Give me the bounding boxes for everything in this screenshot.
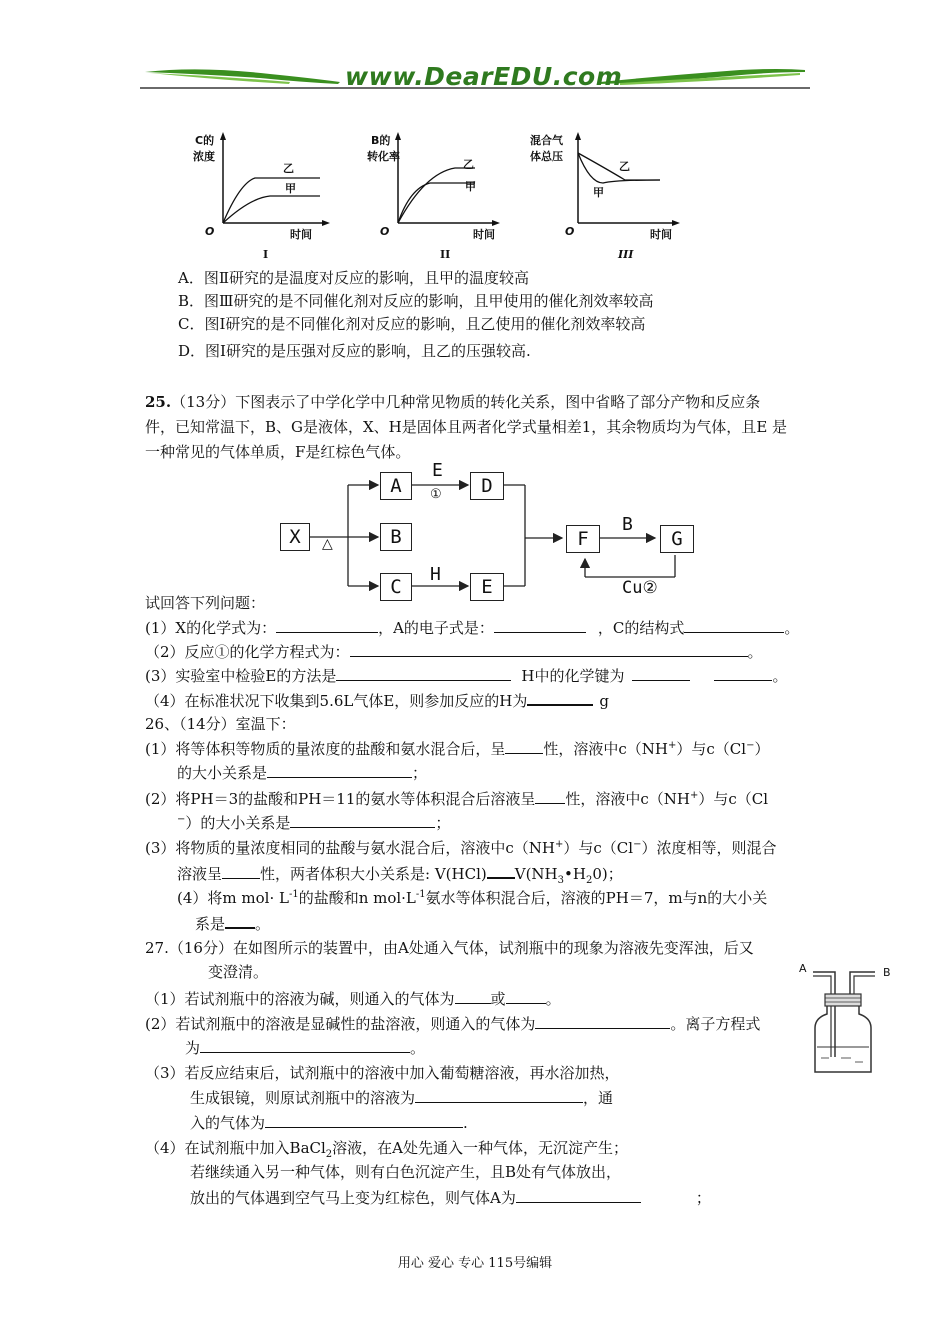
q27-sub2-text-d: 。 (410, 1039, 426, 1057)
q26-sub4-text-e: 氨水等体积混合后，溶液的PH＝7，m与n的大小关 (425, 889, 768, 907)
q26-sub2-text-g: ； (435, 814, 451, 832)
q27-sub3-text-d: 入的气体为 (190, 1114, 266, 1132)
arrow-label-cu2: Cu② (622, 578, 658, 598)
q24-option-a: A．图Ⅱ研究的是温度对反应的影响，且甲的温度较高 (178, 269, 530, 287)
apparatus-label-b: B (883, 966, 891, 979)
q27-sub4-line2: 若继续通入另一种气体，则有白色沉淀产生，且B处有气体放出， (190, 1163, 622, 1181)
answer-blank-q27-2-ion-eq[interactable] (200, 1037, 410, 1053)
q27-sub2-line1 (145, 1013, 760, 1034)
answer-blank-equation1[interactable] (350, 641, 748, 657)
q25-sub1-text-b: ，A的电子式是： (378, 619, 494, 637)
q25-sub1-text-a: (1）X的化学式为： (145, 619, 277, 637)
q26-sub2-sup-minus: − (177, 814, 186, 825)
graph-I-ylabel-1: C的 (195, 134, 215, 147)
q27-sub3-text-c: ，通 (583, 1089, 614, 1107)
answer-blank-q26-1-relation[interactable] (267, 762, 412, 778)
q26-sub2-text-b: 性，溶液中c（NH (565, 790, 690, 808)
q25-prompt: 试回答下列问题： (145, 594, 266, 612)
q27-sub3-text-b: 生成银镜，则原试剂瓶中的溶液为 (190, 1089, 416, 1107)
q25-sub3-text-c: 。 (772, 667, 788, 685)
q26-sub2-sup-plus: + (690, 790, 699, 801)
q25-sub2-text-b: 。 (747, 643, 763, 661)
q27-sub4-text-a: （4）在试剂瓶中加入BaCl (145, 1139, 326, 1157)
q25-sub1-text-d: 。 (784, 619, 800, 637)
graph-II-origin: O (380, 225, 390, 238)
q27-sub1 (145, 988, 561, 1009)
q26-sub1-line2 (177, 762, 427, 783)
graph-I-ylabel-2: 浓度 (193, 150, 215, 163)
q25-sub2-text-a: （2）反应①的化学方程式为： (145, 643, 350, 661)
q26-sub2-line1 (145, 788, 768, 809)
q27-sub3-line3 (190, 1112, 468, 1133)
q26-sub1-text-g: 的大小关系是 (177, 764, 268, 782)
node-e: E (470, 573, 504, 601)
q27-sub3-text-e: . (463, 1114, 468, 1132)
q27-sub4-line3 (190, 1187, 711, 1208)
q25-sub1 (145, 617, 799, 638)
node-b: B (380, 523, 412, 551)
answer-blank-h-mass[interactable] (527, 689, 593, 706)
q26-sub3-sup-plus: + (555, 839, 564, 850)
q25-sub3-text-b: H中的化学键为 (521, 667, 625, 685)
q26-sub3-text-g: 性，两者体积大小关系是: V(HCl) (260, 865, 487, 883)
q25-sub3 (145, 665, 787, 686)
q26-sub4-line2 (195, 912, 270, 934)
q27-title-line2: 变澄清。 (208, 963, 269, 981)
q26-sub3-sub-2: 2 (585, 875, 593, 886)
q27-sub3-line1: （3）若反应结束后，试剂瓶中的溶液中加入葡萄糖溶液，再水浴加热， (145, 1064, 620, 1082)
q27-sub4-text-c: 溶液，在A处先通入一种气体，无沉淀产生； (332, 1139, 629, 1157)
answer-blank-q27-2-gas[interactable] (535, 1013, 670, 1029)
heat-symbol: △ (322, 536, 333, 552)
answer-blank-q26-1-nature[interactable] (505, 738, 543, 754)
q26-sub1-text-f: ） (754, 740, 770, 758)
q26-sub2-text-d: ）与c（Cl (698, 790, 769, 808)
graph-III-curve-yi: 乙 (619, 160, 630, 173)
q25-sub4 (145, 689, 609, 711)
answer-blank-q26-2-nature[interactable] (535, 788, 565, 804)
q26-sub3-line2 (177, 862, 623, 884)
graph-I-numeral: I (263, 248, 269, 261)
gas-bottle-drawing (795, 962, 905, 1077)
q25-flow-diagram (270, 460, 710, 600)
q25-intro-line3: 一种常见的气体单质，F是红棕色气体。 (145, 443, 411, 461)
apparatus-label-a: A (799, 962, 807, 975)
graph-III-numeral: III (618, 248, 634, 261)
graph-III-origin: O (565, 225, 575, 238)
gas-bottle-apparatus (795, 962, 905, 1077)
graph-I-origin: O (205, 225, 215, 238)
graph-I-curve-yi: 乙 (283, 162, 294, 175)
q26-title: 26、（14分）室温下： (145, 715, 296, 733)
node-c: C (380, 573, 412, 601)
graph-III-curve-jia: 甲 (593, 186, 604, 199)
node-x: X (280, 523, 310, 551)
q25-intro-text1: （13分）下图表示了中学化学中几种常见物质的转化关系，图中省略了部分产物和反应条 (171, 393, 761, 411)
graph-II-ylabel-1: B的 (371, 134, 391, 147)
q26-sub3-sub-3: 3 (557, 875, 564, 886)
answer-blank-q27-3-gas[interactable] (265, 1112, 463, 1128)
q26-sub4-text-f: 系是 (195, 915, 226, 933)
q26-sub1-text-b: 性，溶液中c（NH (543, 740, 669, 758)
q24-option-d: D．图Ⅰ研究的是压强对反应的影响，且乙的压强较高. (178, 342, 531, 360)
graph-II-curve-yi: 乙 (463, 158, 474, 171)
q27-sub2-line2 (185, 1037, 425, 1058)
q26-sub3-text-a: (3）将物质的量浓度相同的盐酸与氨水混合后，溶液中c（NH (145, 839, 556, 857)
q26-sub2-line2 (177, 812, 450, 833)
q26-sub3-text-j: •H (564, 865, 586, 883)
graph-I-curve-jia: 甲 (285, 182, 296, 195)
answer-blank-q26-4-relation[interactable] (225, 912, 255, 929)
q26-sub4-line1 (177, 888, 767, 908)
site-title[interactable]: www.DearEDU.com (345, 62, 623, 91)
node-g: G (660, 525, 694, 553)
answer-blank-test-e[interactable] (336, 665, 511, 681)
q26-sub3-sup-minus: − (633, 839, 642, 850)
q26-sub3-line1 (145, 838, 777, 858)
answer-blank-h-bond-2[interactable] (714, 665, 772, 681)
q26-sub3-text-l: 0)； (592, 865, 623, 883)
answer-blank-q26-3-compare[interactable] (487, 862, 515, 879)
q27-sub4-text-e: 放出的气体遇到空气马上变为红棕色，则气体A为 (190, 1189, 516, 1207)
answer-blank-q26-2-relation[interactable] (290, 812, 435, 828)
graph-II-ylabel-2: 转化率 (367, 150, 400, 163)
q26-sub4-sup-2: -1 (415, 889, 426, 900)
q27-sub1-text-a: （1）若试剂瓶中的溶液为碱，则通入的气体为 (145, 990, 455, 1008)
q26-sub1-sup-minus: − (746, 740, 755, 751)
q24-option-c: C．图Ⅰ研究的是不同催化剂对反应的影响，且乙使用的催化剂效率较高 (178, 315, 646, 333)
arrow-label-h: H (430, 564, 441, 585)
graph-II-xlabel: 时间 (473, 228, 495, 241)
q27-sub2-text-c: 为 (185, 1039, 201, 1057)
q26-sub4-sup-1: -1 (288, 889, 299, 900)
q27-sub3-line2 (190, 1087, 613, 1108)
answer-blank-q27-3-solution[interactable] (415, 1087, 583, 1103)
q27-sub1-text-c: 。 (545, 990, 561, 1008)
q26-sub1-text-a: (1）将等体积等物质的量浓度的盐酸和氨水混合后，呈 (145, 740, 506, 758)
q27-title-line1: 27.（16分）在如图所示的装置中，由A处通入气体，试剂瓶中的现象为溶液先变浑浊，后又 (145, 939, 754, 957)
q26-sub1-sup-plus: + (668, 740, 677, 751)
graph-II-numeral: II (440, 248, 451, 261)
q27-sub4-line1 (145, 1138, 628, 1158)
q25-intro-line1 (145, 392, 760, 412)
graph-III (525, 128, 685, 263)
page-footer: 用心 爱心 专心 115号编辑 (397, 1256, 553, 1271)
arrow-label-reaction1: ① (430, 487, 442, 502)
node-a: A (380, 472, 412, 500)
answer-blank-c-structure[interactable] (684, 617, 784, 633)
q25-sub1-text-c: ，C的结构式 (597, 619, 685, 637)
answer-blank-q27-1-gas1[interactable] (455, 988, 491, 1004)
answer-blank-q27-4-gas-a[interactable] (516, 1187, 641, 1203)
q27-sub2-text-b: 。离子方程式 (670, 1015, 761, 1033)
q26-sub2-text-a: (2）将PH＝3的盐酸和PH＝11的氨水等体积混合后溶液呈 (145, 790, 536, 808)
q26-sub1-text-d: ）与c（Cl (676, 740, 747, 758)
q27-sub4-text-f: ； (695, 1189, 711, 1207)
graph-III-ylabel-2: 体总压 (530, 150, 563, 163)
q26-sub1-text-h: ； (412, 764, 428, 782)
graph-III-ylabel-1: 混合气 (530, 134, 563, 147)
answer-blank-q26-3-nature[interactable] (222, 863, 260, 879)
q24-option-b: B．图Ⅲ研究的是不同催化剂对反应的影响，且甲使用的催化剂效率较高 (178, 292, 654, 310)
graph-III-xlabel: 时间 (650, 228, 672, 241)
arrow-label-b: B (622, 514, 633, 535)
arrow-label-e: E (432, 460, 443, 481)
q26-sub4-text-a: (4）将m mol· L (177, 889, 289, 907)
q26-sub3-text-f: 溶液呈 (177, 865, 223, 883)
q25-sub4-text-b: g (599, 692, 610, 710)
graph-II (355, 128, 505, 263)
q25-intro-line2: 件，已知常温下，B、G是液体，X、H是固体且两者化学式量相差1，其余物质均为气体，且E 是 (145, 418, 788, 436)
q25-number: 25. (145, 393, 172, 411)
q26-sub1-line1 (145, 738, 770, 759)
q26-sub4-text-g: 。 (255, 915, 271, 933)
answer-blank-x-formula[interactable] (276, 617, 378, 633)
graph-I-xlabel: 时间 (290, 228, 312, 241)
q27-sub2-text-a: (2）若试剂瓶中的溶液是显碱性的盐溶液，则通入的气体为 (145, 1015, 536, 1033)
q26-sub3-text-e: ）浓度相等，则混合 (641, 839, 777, 857)
q26-sub3-text-c: ）与c（Cl (563, 839, 634, 857)
q25-sub3-text-a: (3）实验室中检验E的方法是 (145, 667, 337, 685)
q26-sub2-text-f: ）的大小关系是 (185, 814, 291, 832)
node-d: D (470, 472, 504, 500)
q25-sub2 (145, 641, 763, 662)
node-f: F (566, 525, 600, 553)
q27-sub1-text-b: 或 (490, 990, 506, 1008)
q25-sub4-text-a: （4）在标准状况下收集到5.6L气体E，则参加反应的H为 (145, 692, 528, 710)
q26-sub4-text-c: 的盐酸和n mol·L (298, 889, 416, 907)
graph-II-curve-jia: 甲 (465, 180, 476, 193)
answer-blank-h-bond-1[interactable] (632, 665, 690, 681)
q27-sub4-sub-2: 2 (325, 1149, 333, 1160)
answer-blank-q27-1-gas2[interactable] (506, 988, 546, 1004)
graph-I (185, 128, 335, 263)
answer-blank-a-electron[interactable] (494, 617, 586, 633)
q26-sub3-text-h: V(NH (514, 865, 558, 883)
